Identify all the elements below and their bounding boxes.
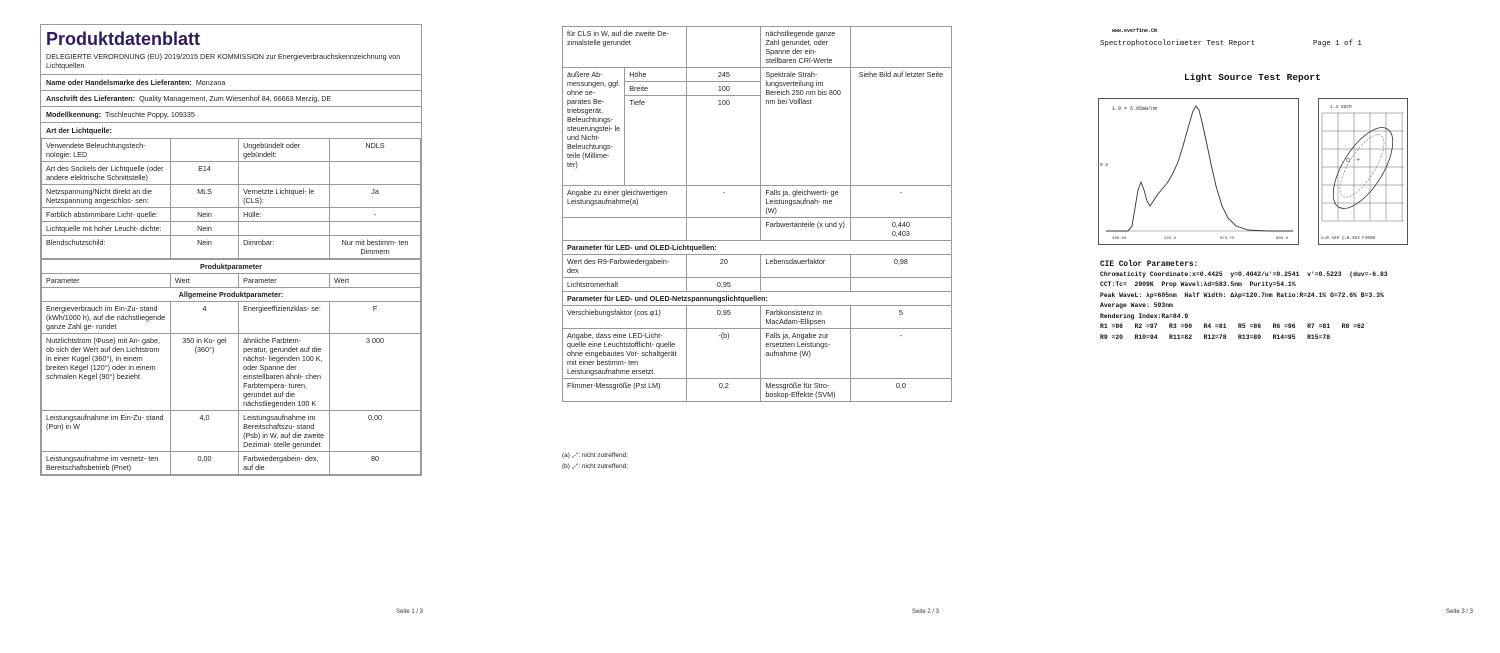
- p2-row-cell: [761, 278, 850, 292]
- general-param-row-cell: Energieverbrauch im Ein-Zu- stand (kWh/1000 h), auf die nächstliegende ganze Zahl ge- rundet: [42, 302, 171, 334]
- p2-row-cell: [687, 27, 761, 68]
- type-row: [42, 162, 421, 185]
- col-header: Wert: [170, 274, 238, 288]
- p2-row-cell: [563, 218, 687, 241]
- p2-row: [563, 306, 952, 329]
- general-param-row-cell: 4,0: [170, 411, 238, 452]
- general-param-row-cell: F: [330, 302, 421, 334]
- footnotes: [562, 450, 628, 472]
- p2-row-cell: -: [850, 329, 951, 379]
- footnote-a: (a) „-“: nicht zutreffend;: [562, 452, 628, 459]
- type-row-cell: Blendschutzschild:: [42, 236, 171, 259]
- supplier-label: Name oder Handelsmarke des Lieferanten:: [46, 78, 192, 87]
- col-header: Parameter: [239, 274, 330, 288]
- mains-params-heading: Parameter für LED- und OLED-Netzspannungslichtquellen:: [563, 292, 952, 306]
- measured-point-marker: +: [1356, 157, 1361, 165]
- type-table: [41, 138, 421, 259]
- p2-row-cell: Wert des R9-Farbwiedergabein- dex: [563, 255, 687, 278]
- type-row-cell: Nein: [170, 222, 238, 236]
- type-row-cell: Nur mit bestimm- ten Dimmern: [330, 236, 421, 259]
- product-params-table: [41, 259, 421, 475]
- p2-row-cell: Falls ja, Angabe zur ersetzten Leistungs- aufnahme (W): [761, 329, 850, 379]
- spectrum-tick: 380.00: [1112, 237, 1127, 241]
- general-param-row-cell: Leistungsaufnahme im vernetz- ten Bereitschaftsbetrieb (Pnet): [42, 452, 171, 475]
- p2-row-cell: Angabe, dass eine LED-Licht- quelle eine Leuchtstofflicht- quelle ohne eingebautes Vor- schaltgerät mit einer bestimm- ten Leistungsaufnahme ersetzt.: [563, 329, 687, 379]
- footnote-b: (b) „-“: nicht zutreffend;: [562, 463, 628, 470]
- cie-line: R9 =20 R10=94 R11=82 R12=78 R13=89 R14=95 R15=78: [1100, 333, 1331, 341]
- general-param-row-cell: ähnliche Farbtem- peratur, gerundet auf die nächst- liegenden 100 K, oder Spanne der einstellbaren ähnli- chen Farbtempera- turen, gerundet auf die nächstliegenden 100 K: [239, 334, 330, 411]
- p2-row-cell: -: [687, 186, 761, 218]
- type-row-cell: Netzspannung/Nicht direkt an die Netzspannung angeschlos- sen:: [42, 185, 171, 208]
- type-row-cell: Ja: [330, 185, 421, 208]
- cie-line: Average Wave: 593nm: [1100, 302, 1173, 309]
- type-row-cell: Hülle:: [239, 208, 330, 222]
- type-row-cell: Farblich abstimmbare Licht- quelle:: [42, 208, 171, 222]
- model-label: Modellkennung:: [46, 110, 102, 119]
- p2-row-cell: 0,98: [850, 255, 951, 278]
- product-params-heading: Produktparameter: [42, 260, 421, 274]
- type-heading: Art der Lichtquelle:: [41, 122, 421, 138]
- type-row-cell: E14: [170, 162, 238, 185]
- p2-row-cell: Farbkonsistenz in MacAdam-Ellipsen: [761, 306, 850, 329]
- regulation-text: DELEGIERTE VERORDNUNG (EU) 2019/2015 DER KOMMISSION zur Energieverbrauchskennzeichnung von Lichtquellen: [46, 52, 401, 70]
- p2-row: [563, 329, 952, 379]
- page1-frame: [40, 24, 422, 476]
- type-row-cell: Nein: [170, 236, 238, 259]
- p2-row-cell: -: [850, 186, 951, 218]
- datasheet-page-3: [1040, 0, 1500, 653]
- dimension-name: Breite: [625, 82, 687, 96]
- type-row-cell: -: [330, 208, 421, 222]
- general-param-row: [42, 302, 421, 334]
- p2-row-cell: 0,95: [687, 278, 761, 292]
- type-row-cell: Lichtquelle mit hoher Leucht- dichte:: [42, 222, 171, 236]
- p2-row-cell: Angabe zu einer gleichwertigen Leistungsaufnahme(a): [563, 186, 687, 218]
- type-row: [42, 139, 421, 162]
- general-param-row-cell: 0,00: [330, 411, 421, 452]
- page-footer: Seite 1 / 3: [396, 609, 424, 615]
- p2-row-cell: Farbwertanteile (x und y): [761, 218, 850, 241]
- col-header: Wert: [330, 274, 421, 288]
- type-row-cell: [239, 222, 330, 236]
- general-param-row-cell: 4: [170, 302, 238, 334]
- cie-parameters-heading: CIE Color Parameters:: [1100, 261, 1199, 269]
- p2-row-cell: für CLS in W, auf die zweite De- zimalstelle gerundet: [563, 27, 687, 68]
- page2-table: [562, 26, 952, 402]
- general-param-row-cell: 0,00: [170, 452, 238, 475]
- report-header-left: Spectrophotocolorimeter Test Report: [1100, 40, 1256, 48]
- type-row-cell: Vernetzte Lichtquel- le (CLS):: [239, 185, 330, 208]
- spectrum-chart: [1098, 98, 1300, 246]
- general-param-row-cell: 3 000: [330, 334, 421, 411]
- type-row: [42, 208, 421, 222]
- datasheet-page-1: [0, 0, 455, 653]
- type-row-cell: Ungebündelt oder gebündelt:: [239, 139, 330, 162]
- type-row-cell: MLS: [170, 185, 238, 208]
- type-row-cell: [330, 162, 421, 185]
- type-row-cell: [170, 139, 238, 162]
- spectrum-tick: 525.0: [1164, 237, 1177, 241]
- address-value: Quality Management, Zum Wiesenhof 84, 66663 Merzig, DE: [139, 94, 332, 103]
- p2-row: [563, 255, 952, 278]
- p2-row: [563, 379, 952, 402]
- p2-row-cell: Verschiebungsfaktor (cos φ1): [563, 306, 687, 329]
- type-row-cell: Verwendete Beleuchtungstech- nologie: LED: [42, 139, 171, 162]
- dimension-name: Höhe: [625, 68, 687, 82]
- model-value: Tischleuchte Poppy, 109335: [104, 110, 195, 119]
- cie-line: Peak WaveL: λp=605nm Half Width: Δλp=120.7nm Ratio:R=24.1% G=72.6% B=3.3%: [1100, 291, 1384, 299]
- address-row: [41, 90, 421, 106]
- supplier-row: [41, 74, 421, 90]
- p2-row-cell: 5: [850, 306, 951, 329]
- dimension-value: 100: [687, 82, 761, 96]
- p2-row-cell: nächstliegende ganze Zahl gerundet, oder Spanne der ein- stellbaren CRI-Werte: [761, 27, 850, 68]
- spectral-label: Spektrale Strah- lungsverteilung im Bereich 250 nm bis 800 nm bei Volllast: [761, 68, 850, 186]
- cie-line: Chromaticity Coordinate:x=0.4425 y=0.4042/u'=0.2541 v'=0.5223 (duv=-6.83: [1100, 270, 1388, 278]
- p2-row-cell: Lebensdauerfaktor: [761, 255, 850, 278]
- led-params-heading: Parameter für LED- und OLED-Lichtquellen:: [563, 241, 952, 255]
- p2-row-cell: -(b): [687, 329, 761, 379]
- general-param-row-cell: Leistungsaufnahme im Bereitschaftszu- stand (Psb) in W, auf die zweite Dezimal- stelle gerundet: [239, 411, 330, 452]
- p2-row: [563, 186, 952, 218]
- general-param-row-cell: Leistungsaufnahme im Ein-Zu- stand (Pon) in W: [42, 411, 171, 452]
- spectrum-y-mark: 0.5: [1100, 163, 1109, 168]
- p2-row: [563, 27, 952, 68]
- col-header: Parameter: [42, 274, 171, 288]
- address-label: Anschrift des Lieferanten:: [46, 94, 136, 103]
- report-header-right: Page 1 of 1: [1313, 40, 1362, 48]
- p2-row-cell: 0,2: [687, 379, 761, 402]
- general-param-row-cell: Nutzlichtstrom (Φuse) mit An- gabe, ob sich der Wert auf den Lichtstrom in einer Kugel (360°), in einem breiten Kegel (120°) oder in einem schmalen Kegel (90°) bezieht: [42, 334, 171, 411]
- dimension-value: 245: [687, 68, 761, 82]
- cie-coordinates: x=0.440 y=0.403 F3000: [1321, 236, 1376, 241]
- p2-row: [563, 278, 952, 292]
- p2-row-cell: 20: [687, 255, 761, 278]
- type-row-cell: [239, 162, 330, 185]
- type-row: [42, 185, 421, 208]
- general-param-row-cell: 80: [330, 452, 421, 475]
- general-params-heading: Allgemeine Produktparameter:: [42, 288, 421, 302]
- dimension-value: 100: [687, 96, 761, 186]
- general-param-row: [42, 334, 421, 411]
- type-row: [42, 222, 421, 236]
- spectrum-note: 1.0 = 5.95mW/nm: [1112, 106, 1158, 112]
- cie-line: CCT:Tc= 2909K Prop Wavel:λd=583.5nm Purity=54.1%: [1100, 281, 1296, 288]
- p2-row-cell: 0,0: [850, 379, 951, 402]
- general-param-row-cell: Energieeffizienzklas- se:: [239, 302, 330, 334]
- p2-row-cell: Flimmer-Messgröße (Pst LM): [563, 379, 687, 402]
- type-row-cell: [330, 222, 421, 236]
- general-param-row-cell: 350 in Ku- gel (360°): [170, 334, 238, 411]
- dimensions-label: äußere Ab- messungen, ggf. ohne se- parates Be- triebsgerät, Beleuchtungs- steuerungstei- le und Nicht- Beleuchtungs- teile (Millime- ter): [563, 68, 625, 186]
- p2-row-cell: [850, 27, 951, 68]
- type-row-cell: Dimmbar:: [239, 236, 330, 259]
- p2-row-cell: 0,440 0,403: [850, 218, 951, 241]
- spectrum-frame: [1099, 99, 1299, 245]
- type-row: [42, 236, 421, 259]
- model-row: [41, 106, 421, 122]
- page-footer: Seite 2 / 3: [912, 609, 940, 615]
- p2-row-cell: 0,95: [687, 306, 761, 329]
- cie-line: Rendering Index:Ra=84.9: [1100, 312, 1189, 320]
- p2-row-cell: Lichtstromerhalt: [563, 278, 687, 292]
- type-row-cell: NDLS: [330, 139, 421, 162]
- type-row-cell: Nein: [170, 208, 238, 222]
- page2-frame: [562, 26, 952, 402]
- cie-line: R1 =86 R2 =97 R3 =90 R4 =81 R5 =86 R6 =96 R7 =81 R8 =62: [1100, 323, 1365, 330]
- cie-chart: [1318, 98, 1408, 246]
- page-footer: Seite 3 / 3: [1446, 609, 1474, 615]
- general-param-row: [42, 411, 421, 452]
- spectral-value: Siehe Bild auf letzter Seite: [850, 68, 951, 186]
- dimensions-row: [563, 68, 952, 82]
- type-row-cell: Art des Sockels der Lichtquelle (oder andere elektrische Schnittstelle): [42, 162, 171, 185]
- general-param-row-cell: Farbwiedergabein- dex, auf die: [239, 452, 330, 475]
- general-param-row: [42, 452, 421, 475]
- cie-note: 1.3 SDCM: [1330, 105, 1352, 110]
- datasheet-page-2: [512, 0, 964, 653]
- p2-row-cell: [850, 278, 951, 292]
- p2-row: [563, 218, 952, 241]
- spectrum-tick: 673.75: [1220, 237, 1235, 241]
- spectrum-tick: 800.0: [1276, 237, 1289, 241]
- dimension-name: Tiefe: [625, 96, 687, 186]
- p2-row-cell: Falls ja, gleichwerti- ge Leistungsaufnah- me (W): [761, 186, 850, 218]
- brand-logo-text: www.everfine.CN: [1112, 28, 1158, 34]
- supplier-value: Monzana: [195, 78, 226, 87]
- p2-row-cell: Messgröße für Stro- boskop-Effekte (SVM): [761, 379, 850, 402]
- document-title: Produktdatenblatt: [46, 29, 201, 49]
- p2-row-cell: [687, 218, 761, 241]
- report-title: Light Source Test Report: [1184, 72, 1321, 83]
- cie-frame: [1319, 99, 1408, 245]
